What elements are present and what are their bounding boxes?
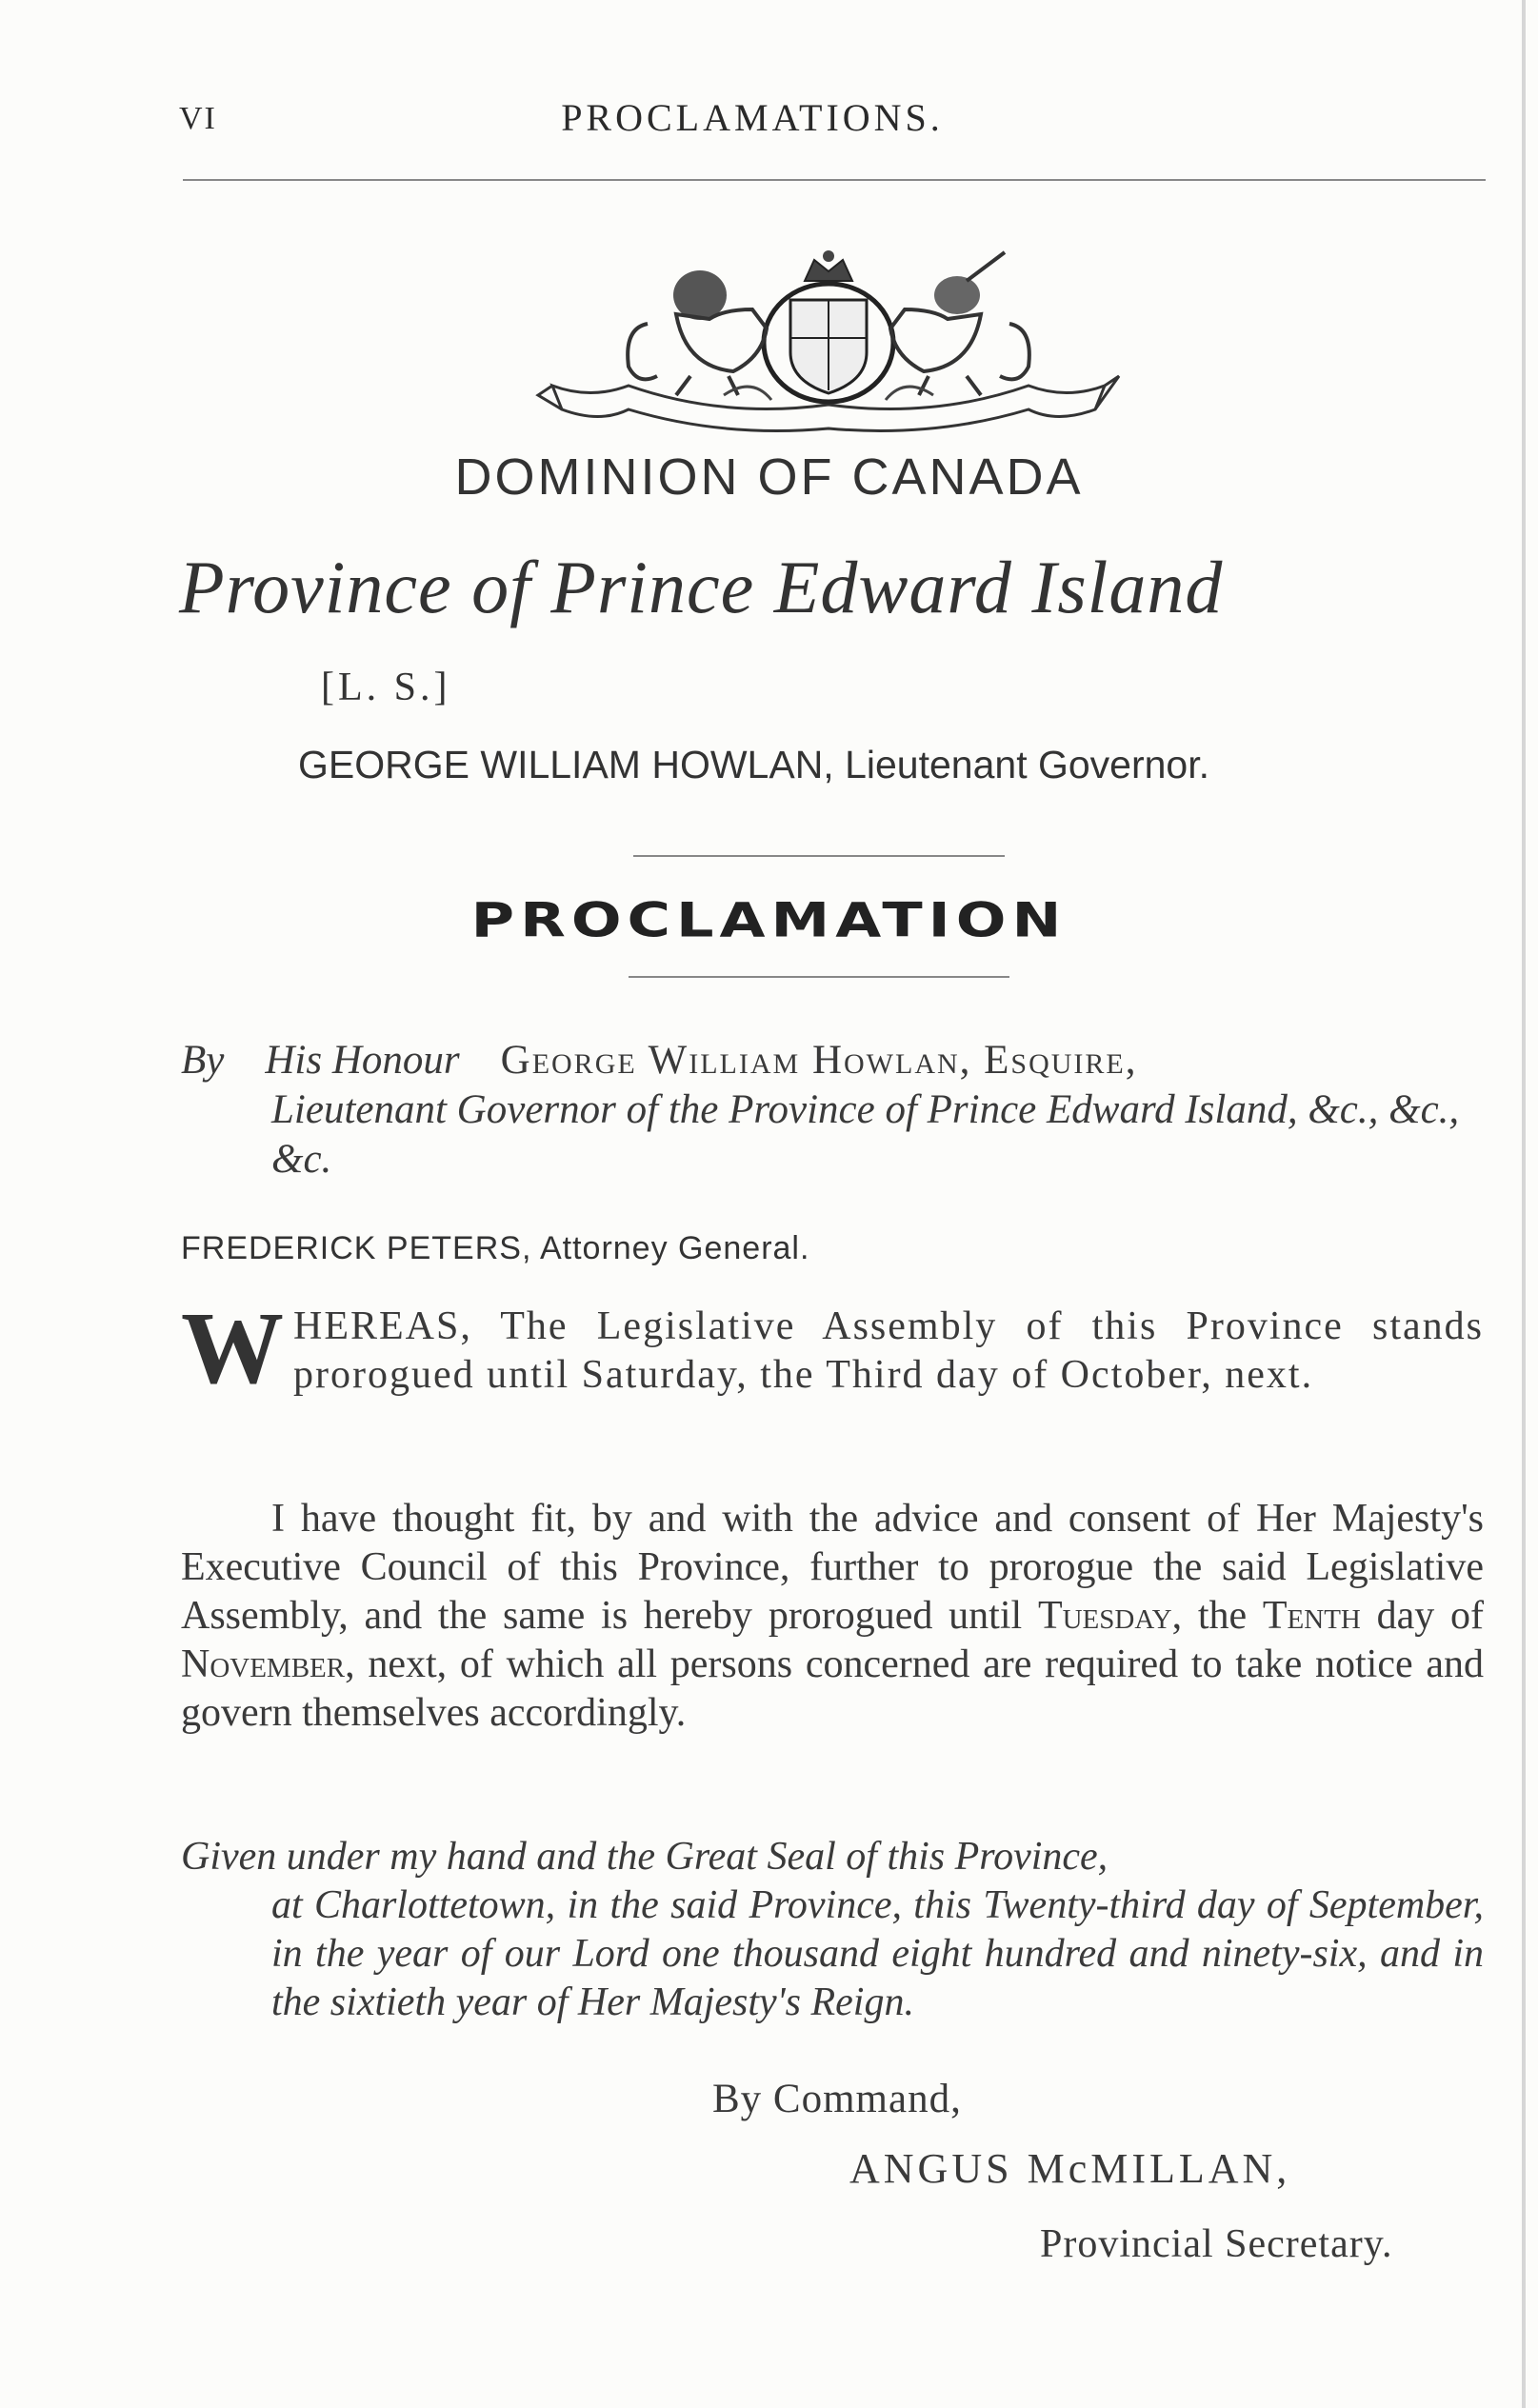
given-first-line: Given under my hand and the Great Seal of this Province, [181, 1835, 1109, 1879]
governor-line: GEORGE WILLIAM HOWLAN, Lieutenant Governor. [298, 743, 1210, 786]
page-edge [1522, 0, 1526, 2408]
province-heading: Province of Prince Edward Island [179, 546, 1224, 628]
title-rule-top [633, 855, 1005, 857]
governor-name: George William Howlan, Esquire, [500, 1038, 1138, 1083]
seal-mark: [L. S.] [321, 666, 451, 709]
running-title: PROCLAMATIONS. [561, 96, 944, 139]
prorogation-date: Tenth [1262, 1594, 1361, 1638]
governor-office: Lieutenant Governor of the Province of Prince Edward Island, &c., &c., &c. [271, 1087, 1460, 1182]
prorogation-text-mid2: day of [1376, 1594, 1485, 1638]
proclamation-title: PROCLAMATION [470, 892, 1068, 948]
title-rule-bottom [629, 976, 1009, 978]
prorogation-text-start: I have thought fit, by and with the advice and consent of Her Majesty's Executive Council of this Province, further to prorogue the said Legislative Assembly, and the same is hereby prorogued until [181, 1497, 1484, 1638]
signatory-title: Provincial Secretary. [1040, 2222, 1393, 2266]
prorogation-paragraph [181, 1495, 1484, 1738]
whereas-text: HEREAS, The Legislative Assembly of this Province stands prorogued until Saturday, the Third day of October, next. [293, 1304, 1484, 1397]
page-number: VI [179, 101, 217, 136]
drop-cap: W [181, 1292, 284, 1405]
prorogation-month: November [181, 1642, 346, 1686]
given-paragraph [181, 1833, 1484, 2027]
by-line [181, 1036, 1486, 1184]
header-rule [183, 179, 1486, 181]
attorney-general-line: FREDERICK PETERS, Attorney General. [181, 1230, 810, 1266]
whereas-paragraph [181, 1292, 1484, 1405]
by-word: By [181, 1038, 225, 1083]
royal-coat-of-arms-icon [533, 243, 1124, 433]
given-rest: at Charlottetown, in the said Province, this Twenty-third day of September, in the year of our Lord one thousand eight hundred and ninety-six, and in the sixtieth year of Her Majesty's Reign. [271, 1883, 1484, 2024]
prorogation-text-end: , next, of which all persons concerned are required to take notice and govern themselves accordingly. [181, 1642, 1484, 1735]
by-command: By Command, [712, 2077, 962, 2121]
signatory-name: ANGUS McMILLAN, [849, 2145, 1291, 2192]
prorogation-text-mid: , the [1171, 1594, 1248, 1638]
dominion-heading: DOMINION OF CANADA [454, 448, 1084, 506]
his-honour: His Honour [265, 1038, 460, 1083]
prorogation-day: Tuesday [1037, 1594, 1172, 1638]
